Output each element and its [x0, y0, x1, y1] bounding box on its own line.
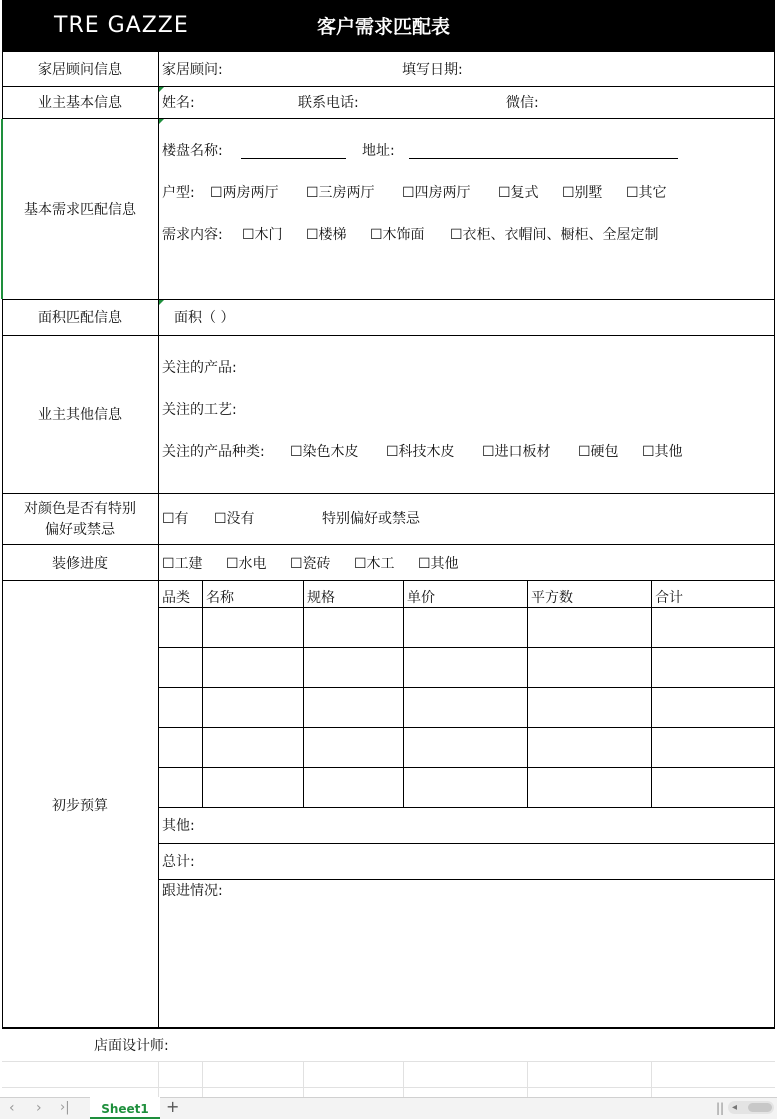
layout-option[interactable]: ☐三房两厅 — [306, 185, 375, 201]
layout-option[interactable]: ☐两房两厅 — [210, 185, 279, 201]
budget-col-header: 单价 — [407, 590, 435, 606]
layout-option[interactable]: ☐别墅 — [562, 185, 603, 201]
label-progress: 装修进度 — [52, 556, 108, 572]
project-name-input[interactable] — [241, 158, 346, 159]
budget-total-field[interactable]: 总计: — [162, 854, 195, 870]
brand-logo: TRE GAZZE — [54, 13, 189, 38]
product-type-option[interactable]: ☐科技木皮 — [386, 444, 455, 460]
label-color-line2: 偏好或禁忌 — [45, 522, 115, 538]
product-type-option[interactable]: ☐其他 — [642, 444, 683, 460]
page-title: 客户需求匹配表 — [317, 16, 451, 38]
name-field[interactable]: 姓名: — [162, 95, 195, 111]
address-input[interactable] — [409, 158, 678, 159]
progress-option[interactable]: ☐水电 — [226, 556, 267, 572]
color-no-option[interactable]: ☐没有 — [214, 511, 255, 527]
focus-product-field[interactable]: 关注的产品: — [162, 360, 237, 376]
label-budget: 初步预算 — [52, 798, 108, 814]
label-area-info: 面积匹配信息 — [38, 310, 122, 326]
label-owner-info: 业主基本信息 — [38, 95, 122, 111]
layout-label: 户型: — [162, 185, 195, 201]
budget-col-header: 名称 — [206, 590, 234, 606]
nav-prev-icon[interactable]: ‹ — [9, 1100, 15, 1116]
budget-col-header: 规格 — [307, 590, 335, 606]
add-sheet-icon[interactable]: + — [166, 1097, 180, 1116]
date-field[interactable]: 填写日期: — [402, 62, 463, 78]
area-field[interactable]: 面积（ ） — [174, 310, 235, 326]
product-type-label: 关注的产品种类: — [162, 444, 265, 460]
address-label: 地址: — [362, 143, 395, 159]
nav-next-icon[interactable]: › — [36, 1100, 42, 1116]
product-type-option[interactable]: ☐进口板材 — [482, 444, 551, 460]
budget-col-header: 平方数 — [531, 590, 573, 606]
project-name-label: 楼盘名称: — [162, 143, 223, 159]
progress-option[interactable]: ☐木工 — [354, 556, 395, 572]
focus-craft-field[interactable]: 关注的工艺: — [162, 402, 237, 418]
label-needs-info: 基本需求匹配信息 — [24, 202, 136, 218]
color-preference-field[interactable]: 特别偏好或禁忌 — [322, 511, 420, 527]
product-type-option[interactable]: ☐硬包 — [578, 444, 619, 460]
label-color-line1: 对颜色是否有特别 — [24, 501, 136, 517]
progress-option[interactable]: ☐工建 — [162, 556, 203, 572]
layout-option[interactable]: ☐四房两厅 — [402, 185, 471, 201]
budget-col-header: 品类 — [162, 590, 190, 606]
content-option[interactable]: ☐木门 — [242, 227, 283, 243]
scroll-left-icon[interactable]: ◂ — [732, 1102, 738, 1113]
product-type-option[interactable]: ☐染色木皮 — [290, 444, 359, 460]
advisor-field[interactable]: 家居顾问: — [162, 62, 223, 78]
label-other-info: 业主其他信息 — [38, 407, 122, 423]
follow-up-field[interactable]: 跟进情况: — [162, 883, 223, 899]
label-advisor-info: 家居顾问信息 — [38, 62, 122, 78]
designer-field[interactable]: 店面设计师: — [94, 1038, 169, 1054]
sheet-tab-label: Sheet1 — [101, 1102, 149, 1116]
progress-option[interactable]: ☐瓷砖 — [290, 556, 331, 572]
color-yes-option[interactable]: ☐有 — [162, 511, 189, 527]
content-option[interactable]: ☐楼梯 — [306, 227, 347, 243]
content-option[interactable]: ☐衣柜、衣帽间、橱柜、全屋定制 — [450, 227, 659, 243]
scrollbar-thumb[interactable] — [748, 1103, 772, 1112]
wechat-field[interactable]: 微信: — [506, 95, 539, 111]
layout-option[interactable]: ☐其它 — [626, 185, 667, 201]
layout-option[interactable]: ☐复式 — [498, 185, 539, 201]
budget-other-field[interactable]: 其他: — [162, 818, 195, 834]
progress-option[interactable]: ☐其他 — [418, 556, 459, 572]
budget-col-header: 合计 — [655, 590, 683, 606]
content-option[interactable]: ☐木饰面 — [370, 227, 425, 243]
nav-last-icon[interactable]: ›| — [60, 1100, 70, 1115]
content-label: 需求内容: — [162, 227, 223, 243]
tab-splitter-handle[interactable]: || — [716, 1101, 725, 1115]
phone-field[interactable]: 联系电话: — [298, 95, 359, 111]
